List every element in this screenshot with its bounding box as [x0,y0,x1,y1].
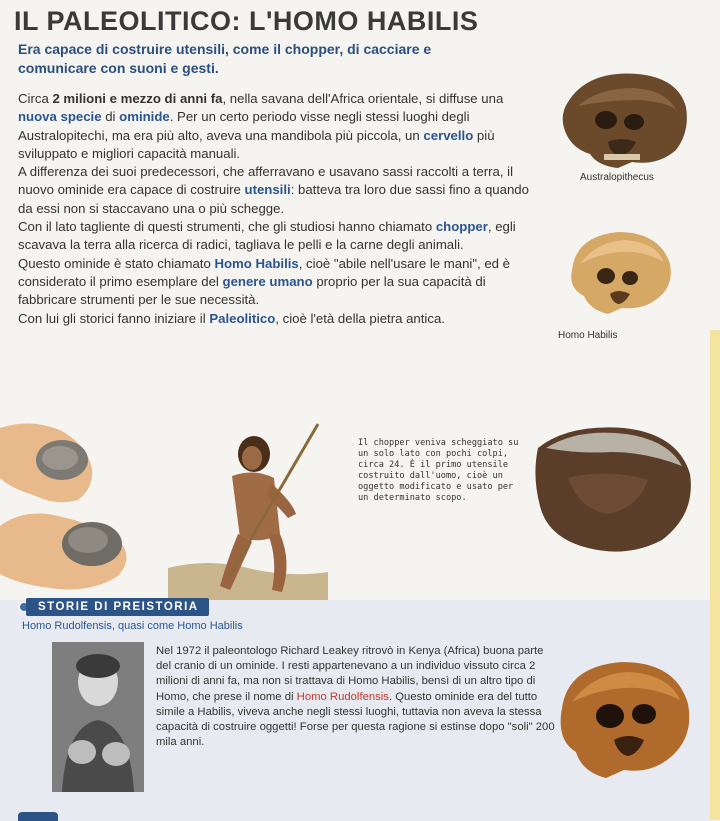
keyword-ominide: ominide [119,109,170,125]
keyword-homo-habilis: Homo Habilis [214,255,299,271]
text-run: , egli scavava la terra alla ricerca di radici, tagliava le pelli e la carne degli animali. [18,219,516,253]
main-text [18,90,538,328]
box-tag-label: STORIE DI PREISTORIA [26,598,209,616]
page-edge-strip [710,330,720,820]
paragraph-4 [18,255,538,310]
text-run: . Questo ominide era del tutto simile a Habilis, viveva anche negli stessi luoghi, tuttavia non aveva la stessa capacità di costruire oggetti! Forse per questa ragione si estinse dopo "soli" 200 mila anni. [156,690,555,749]
text-run: di [101,109,120,125]
keyword-genere-umano: genere umano [222,273,313,289]
keyword-utensili: utensili [244,182,291,198]
box-subtitle: Homo Rudolfensis, quasi come Homo Habilis [22,620,243,632]
paragraph-1 [18,90,538,163]
text-run: , nella savana dell'Africa orientale, si diffuse una [222,91,504,106]
australopithecus-skull-image [548,62,698,172]
text-run: Questo ominide è stato chiamato [18,255,215,271]
keyword-homo-rudolfensis: Homo Rudolfensis [296,690,389,703]
text-run: A differenza dei suoi predecessori, che afferravano e usavano sassi raccolti a terra, il nuovo ominide era capace di costruire [18,164,514,198]
homo-habilis-caption: Homo Habilis [558,330,618,341]
text-run: , cioè l'età della pietra antica. [275,310,445,326]
text-run: . Per un certo periodo visse negli stessi luoghi degli Australopitechi, ma era più alto, aveva una mandibola più piccola, un [18,109,470,143]
text-run: , cioè "abile nell'usare le mani", ed è considerato il primo esemplare del [18,255,511,289]
text-run: Circa [18,91,53,106]
paragraph-5 [18,310,538,328]
australopithecus-caption: Australopithecus [580,172,654,183]
page-title: IL PALEOLITICO: L'HOMO HABILIS [14,6,479,36]
text-bold: 2 milioni e mezzo di anni fa [52,91,223,106]
keyword-cervello: cervello [423,127,474,143]
box-text [156,644,561,750]
text-run: Con lui gli storici fanno iniziare il [18,310,210,326]
page-bottom-tab [18,812,58,821]
paragraph-3 [18,218,538,255]
page-subtitle: Era capace di costruire utensili, come il chopper, di cacciare e comunicare con suoni e gesti. [18,41,432,76]
text-run: : batteva tra loro due sassi fino a quando da essi non si staccavano una o più schegge. [18,182,529,216]
text-run: Con il lato tagliente di questi strumenti, che gli studiosi hanno chiamato [18,219,436,235]
chopper-stone-image [528,418,698,558]
homo-rudolfensis-skull-image [548,652,698,782]
paragraph-2 [18,163,538,218]
richard-leakey-photo [52,642,144,792]
keyword-paleolitico: Paleolitico [209,310,276,326]
text-run: proprio per la sua capacità di fabbricare strumenti per le sue necessità. [18,273,486,308]
chopper-description: Il chopper veniva scheggiato su un solo lato con pochi colpi, circa 24. È il primo utensile costruito dall'uomo, cioè un oggetto modificato e usato per un determinato scopo. [358,438,519,503]
keyword-nuova-specie: nuova specie [18,109,102,125]
text-run: più sviluppato e migliori capacità manuali. [18,127,495,161]
keyword-chopper: chopper [435,219,488,235]
hands-making-tools-illustration [0,408,160,598]
homo-habilis-skull-image [560,224,680,319]
homo-habilis-figure-illustration [168,418,328,608]
text-run: Nel 1972 il paleontologo Richard Leakey ritrovò in Kenya (Africa) buona parte del cranio di un ominide. I resti appartenevano a un individuo vissuto circa 2 milioni di anni fa, ma non si trattava di Homo Habilis, bensì di un altro tipo di Homo, che prese il nome di [156,645,544,703]
